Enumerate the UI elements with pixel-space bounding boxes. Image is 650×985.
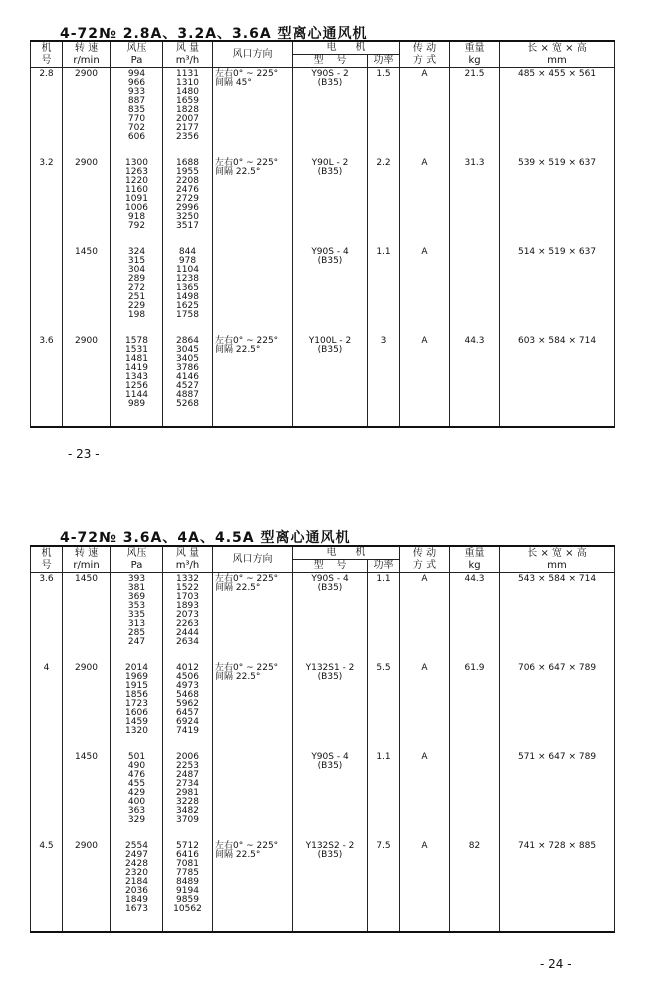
speed-cell: 1450 <box>63 573 111 662</box>
table-row <box>31 662 615 751</box>
header-motor: 电 机 <box>293 41 400 55</box>
weight-cell <box>450 751 500 840</box>
outlet-direction-cell: 左右0° ~ 225° 间隔 22.5° <box>213 573 293 662</box>
machine-no-cell <box>31 246 63 335</box>
machine-no-cell <box>31 751 63 840</box>
header-motor-power: 功率 <box>368 560 400 573</box>
pressure-cell: 1578 1531 1481 1419 1343 1256 1144 989 <box>111 335 163 427</box>
outlet-direction-cell: 左右0° ~ 225° 间隔 22.5° <box>213 840 293 932</box>
header-pressure: 风压 Pa <box>111 546 163 573</box>
motor-power-cell: 1.1 <box>368 573 400 662</box>
speed-cell: 2900 <box>63 68 111 157</box>
table-row <box>31 246 615 335</box>
pressure-cell: 2014 1969 1915 1856 1723 1606 1459 1320 <box>111 662 163 751</box>
motor-power-cell: 3 <box>368 335 400 427</box>
header-weight: 重量 kg <box>450 41 500 68</box>
dimensions-cell: 514 × 519 × 637 <box>500 246 615 335</box>
header-drive: 传 动 方 式 <box>400 546 450 573</box>
header-flow: 风 量 m³/h <box>163 41 213 68</box>
motor-power-cell: 1.1 <box>368 246 400 335</box>
motor-model-cell: Y90S - 4 (B35) <box>293 573 368 662</box>
machine-no-cell: 2.8 <box>31 68 63 157</box>
motor-power-cell: 7.5 <box>368 840 400 932</box>
machine-no-cell: 3.6 <box>31 335 63 427</box>
dimensions-cell: 539 × 519 × 637 <box>500 157 615 246</box>
header-pressure: 风压 Pa <box>111 41 163 68</box>
page-number: - 24 - <box>540 957 572 971</box>
pressure-cell: 501 490 476 455 429 400 363 329 <box>111 751 163 840</box>
fan-spec-table <box>30 40 615 428</box>
drive-cell: A <box>400 335 450 427</box>
header-outlet-direction: 风口方向 <box>213 41 293 68</box>
header-motor-model: 型 号 <box>293 560 368 573</box>
dimensions-cell: 706 × 647 × 789 <box>500 662 615 751</box>
pressure-cell: 2554 2497 2428 2320 2184 2036 1849 1673 <box>111 840 163 932</box>
header-motor-power: 功率 <box>368 55 400 68</box>
motor-power-cell: 5.5 <box>368 662 400 751</box>
machine-no-cell: 4 <box>31 662 63 751</box>
motor-model-cell: Y100L - 2 (B35) <box>293 335 368 427</box>
header-jihao: 机 号 <box>31 546 63 573</box>
speed-cell: 2900 <box>63 662 111 751</box>
weight-cell <box>450 246 500 335</box>
motor-model-cell: Y90L - 2 (B35) <box>293 157 368 246</box>
pressure-cell: 393 381 369 353 335 313 285 247 <box>111 573 163 662</box>
table-row <box>31 157 615 246</box>
outlet-direction-cell <box>213 246 293 335</box>
drive-cell: A <box>400 662 450 751</box>
outlet-direction-cell: 左右0° ~ 225° 间隔 22.5° <box>213 335 293 427</box>
speed-cell: 2900 <box>63 840 111 932</box>
header-outlet-direction: 风口方向 <box>213 546 293 573</box>
drive-cell: A <box>400 573 450 662</box>
header-dimensions: 长 × 宽 × 高 mm <box>500 41 615 68</box>
drive-cell: A <box>400 157 450 246</box>
table-row <box>31 335 615 427</box>
weight-cell: 61.9 <box>450 662 500 751</box>
pressure-cell: 324 315 304 289 272 251 229 198 <box>111 246 163 335</box>
pressure-cell: 1300 1263 1220 1160 1091 1006 918 792 <box>111 157 163 246</box>
table-row <box>31 573 615 662</box>
page-title: 4-72№ 2.8A、3.2A、3.6A 型离心通风机 <box>60 26 368 42</box>
dimensions-cell: 741 × 728 × 885 <box>500 840 615 932</box>
motor-power-cell: 1.5 <box>368 68 400 157</box>
motor-power-cell: 2.2 <box>368 157 400 246</box>
drive-cell: A <box>400 68 450 157</box>
header-speed: 转 速 r/min <box>63 41 111 68</box>
dimensions-cell: 485 × 455 × 561 <box>500 68 615 157</box>
drive-cell: A <box>400 840 450 932</box>
speed-cell: 2900 <box>63 157 111 246</box>
header-dimensions: 长 × 宽 × 高 mm <box>500 546 615 573</box>
page-number: - 23 - <box>68 447 100 461</box>
header-motor: 电 机 <box>293 546 400 560</box>
flow-cell: 2864 3045 3405 3786 4146 4527 4887 5268 <box>163 335 213 427</box>
flow-cell: 4012 4506 4973 5468 5962 6457 6924 7419 <box>163 662 213 751</box>
flow-cell: 1131 1310 1480 1659 1828 2007 2177 2356 <box>163 68 213 157</box>
flow-cell: 1332 1522 1703 1893 2073 2263 2444 2634 <box>163 573 213 662</box>
dimensions-cell: 571 × 647 × 789 <box>500 751 615 840</box>
motor-model-cell: Y90S - 4 (B35) <box>293 751 368 840</box>
header-flow: 风 量 m³/h <box>163 546 213 573</box>
motor-model-cell: Y90S - 2 (B35) <box>293 68 368 157</box>
motor-power-cell: 1.1 <box>368 751 400 840</box>
flow-cell: 5712 6416 7081 7785 8489 9194 9859 10562 <box>163 840 213 932</box>
dimensions-cell: 543 × 584 × 714 <box>500 573 615 662</box>
dimensions-cell: 603 × 584 × 714 <box>500 335 615 427</box>
header-speed: 转 速 r/min <box>63 546 111 573</box>
table-row <box>31 68 615 157</box>
outlet-direction-cell: 左右0° ~ 225° 间隔 22.5° <box>213 157 293 246</box>
drive-cell: A <box>400 751 450 840</box>
header-motor-model: 型 号 <box>293 55 368 68</box>
motor-model-cell: Y132S1 - 2 (B35) <box>293 662 368 751</box>
header-weight: 重量 kg <box>450 546 500 573</box>
speed-cell: 1450 <box>63 751 111 840</box>
table-row <box>31 751 615 840</box>
fan-spec-table <box>30 545 615 933</box>
weight-cell: 31.3 <box>450 157 500 246</box>
motor-model-cell: Y90S - 4 (B35) <box>293 246 368 335</box>
machine-no-cell: 3.2 <box>31 157 63 246</box>
speed-cell: 1450 <box>63 246 111 335</box>
flow-cell: 844 978 1104 1238 1365 1498 1625 1758 <box>163 246 213 335</box>
machine-no-cell: 3.6 <box>31 573 63 662</box>
header-drive: 传 动 方 式 <box>400 41 450 68</box>
pressure-cell: 994 966 933 887 835 770 702 606 <box>111 68 163 157</box>
table-row <box>31 840 615 932</box>
machine-no-cell: 4.5 <box>31 840 63 932</box>
weight-cell: 44.3 <box>450 573 500 662</box>
outlet-direction-cell <box>213 751 293 840</box>
weight-cell: 44.3 <box>450 335 500 427</box>
page-title: 4-72№ 3.6A、4A、4.5A 型离心通风机 <box>60 530 351 546</box>
drive-cell: A <box>400 246 450 335</box>
weight-cell: 82 <box>450 840 500 932</box>
outlet-direction-cell: 左右0° ~ 225° 间隔 45° <box>213 68 293 157</box>
outlet-direction-cell: 左右0° ~ 225° 间隔 22.5° <box>213 662 293 751</box>
speed-cell: 2900 <box>63 335 111 427</box>
header-jihao: 机 号 <box>31 41 63 68</box>
flow-cell: 2006 2253 2487 2734 2981 3228 3482 3709 <box>163 751 213 840</box>
weight-cell: 21.5 <box>450 68 500 157</box>
flow-cell: 1688 1955 2208 2476 2729 2996 3250 3517 <box>163 157 213 246</box>
motor-model-cell: Y132S2 - 2 (B35) <box>293 840 368 932</box>
